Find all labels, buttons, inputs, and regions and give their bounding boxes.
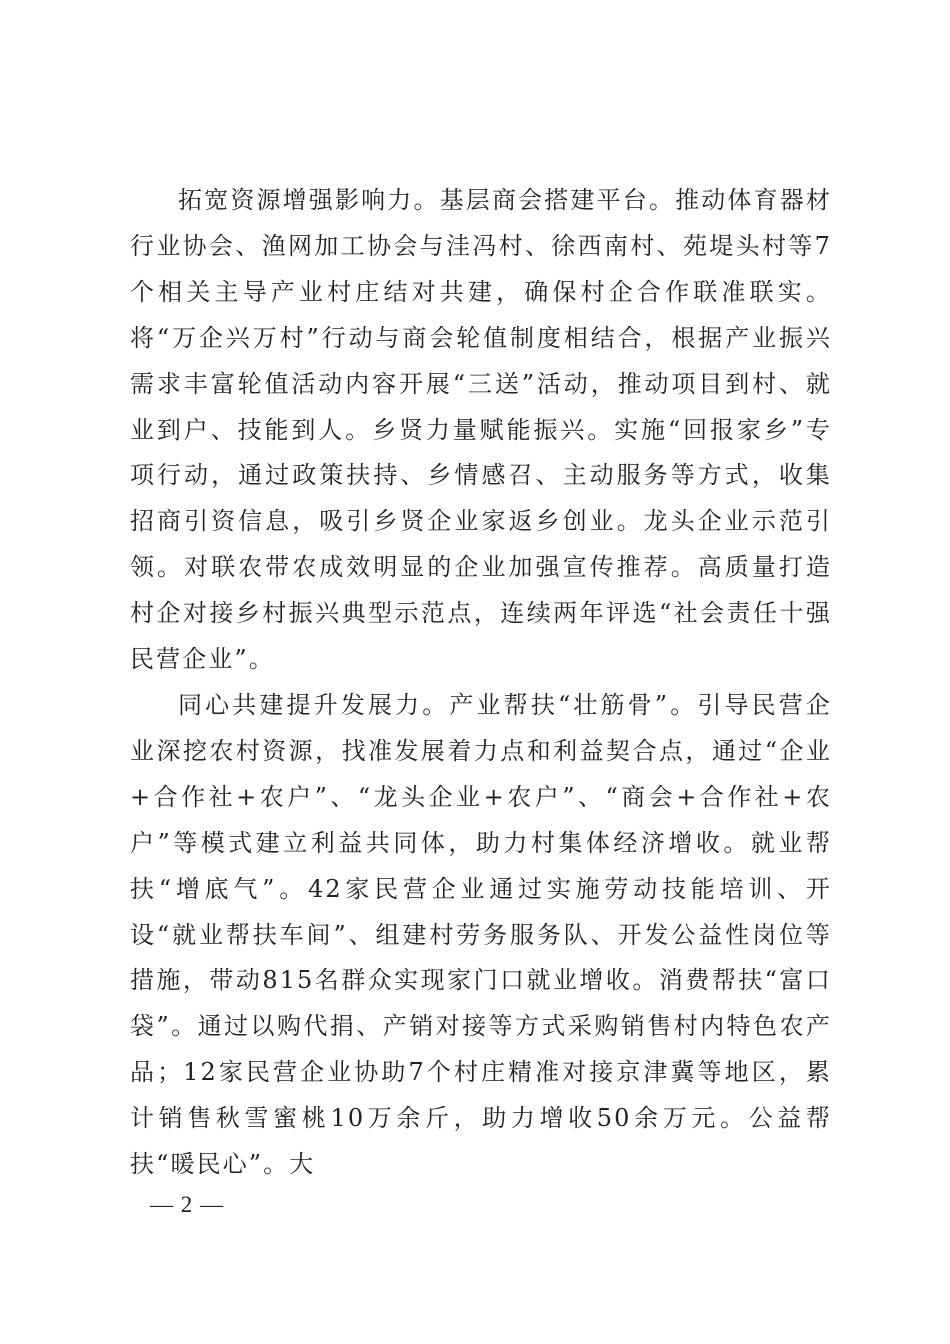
document-body: [130, 178, 832, 1188]
page-number: — 2 —: [150, 1192, 224, 1217]
paragraph-co-construction: 同心共建提升发展力。产业帮扶“壮筋骨”。引导民营企业深挖农村资源，找准发展着力点和利益契合点，通过“企业+合作社+农户”、“龙头企业+农户”、“商会+合作社+农户”等模式建立利益共同体，助力村集体经济增收。就业帮扶“增底气”。42家民营企业通过实施劳动技能培训、开设“就业帮扶车间”、组建村劳务服务队、开发公益性岗位等措施，带动815名群众实现家门口就业增收。消费帮扶“富口袋”。通过以购代捐、产销对接等方式采购销售村内特色农产品；12家民营企业协助7个村庄精准对接京津冀等地区，累计销售秋雪蜜桃10万余斤，助力增收50余万元。公益帮扶“暖民心”。大: [130, 690, 832, 1179]
paragraph-resources: 拓宽资源增强影响力。基层商会搭建平台。推动体育器材行业协会、渔网加工协会与洼冯村、徐西南村、苑堤头村等7个相关主导产业村庄结对共建，确保村企合作联准联实。将“万企兴万村”行动与商会轮值制度相结合，根据产业振兴需求丰富轮值活动内容开展“三送”活动，推动项目到村、就业到户、技能到人。乡贤力量赋能振兴。实施“回报家乡”专项行动，通过政策扶持、乡情感召、主动服务等方式，收集招商引资信息，吸引乡贤企业家返乡创业。龙头企业示范引领。对联农带农成效明显的企业加强宣传推荐。高质量打造村企对接乡村振兴典型示范点，连续两年评选“社会责任十强民营企业”。: [130, 186, 832, 674]
